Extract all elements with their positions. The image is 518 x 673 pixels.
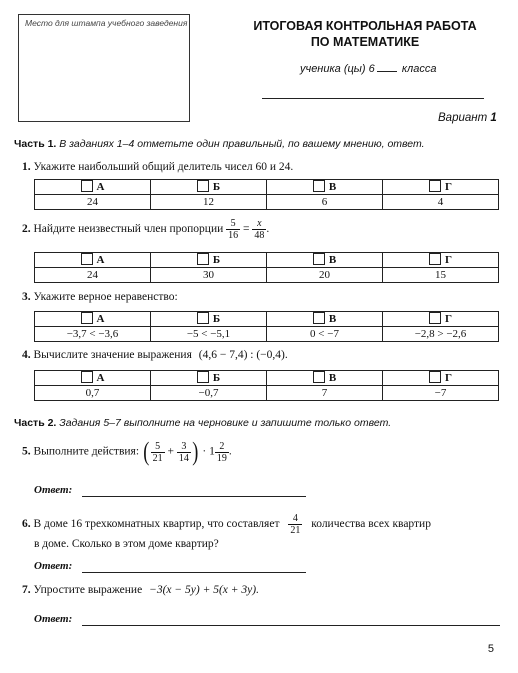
q3-answer: 0 < −7 [267, 327, 383, 342]
variant-label: Вариант [438, 112, 488, 124]
checkbox-icon[interactable] [197, 312, 209, 324]
checkbox-icon[interactable] [313, 371, 325, 383]
q4-answer: 7 [267, 386, 383, 401]
q4-option-a[interactable]: А [35, 371, 151, 386]
checkbox-icon[interactable] [197, 180, 209, 192]
q2-answer: 20 [267, 268, 383, 283]
stamp-label: Место для штампа учебного заведения [25, 18, 188, 28]
q3-answer-table [34, 311, 499, 342]
fraction: $\frac{5}{16}$ [228, 218, 239, 241]
q4-option-v[interactable]: В [267, 371, 383, 386]
checkbox-icon[interactable] [313, 312, 325, 324]
q2-answer-table [34, 252, 499, 283]
question-4: 4. Вычислите значение выражения (4,6 − 7,4) : (−0,4). [22, 349, 288, 361]
q5-answer-label: Ответ: [34, 484, 73, 496]
q1-answer: 24 [35, 195, 151, 210]
grade-number: 6 [368, 63, 375, 75]
q4-answer-table [34, 370, 499, 401]
student-line [300, 62, 436, 75]
q2-answer: 30 [151, 268, 267, 283]
q1-answer: 4 [383, 195, 499, 210]
checkbox-icon[interactable] [81, 371, 93, 383]
q2-answer: 24 [35, 268, 151, 283]
q1-option-b[interactable]: Б [151, 180, 267, 195]
q3-option-a[interactable]: А [35, 312, 151, 327]
q6-answer-field[interactable] [82, 572, 306, 573]
checkbox-icon[interactable] [429, 180, 441, 192]
question-5: 5. Выполните действия: ( $\frac{5}{21}$ + $\frac{3}{14}$ ) · 1 $\frac{2}{19}$ . [22, 437, 232, 466]
q2-option-g[interactable]: Г [383, 253, 499, 268]
page-title [230, 18, 500, 50]
q1-answer: 12 [151, 195, 267, 210]
checkbox-icon[interactable] [429, 253, 441, 265]
q3-answer: −3,7 < −3,6 [35, 327, 151, 342]
fraction: $\frac{5}{21}$ [152, 440, 163, 464]
name-blank[interactable] [262, 98, 484, 99]
question-1: 1. Укажите наибольший общий делитель чисел 60 и 24. [22, 161, 294, 173]
q6-answer-label: Ответ: [34, 560, 73, 572]
title-line-2: ПО МАТЕМАТИКЕ [310, 35, 420, 49]
question-6: 6. В доме 16 трехкомнатных квартир, что составляет $\frac{4}{21}$ количества всех квартир [22, 513, 431, 536]
q7-answer-label: Ответ: [34, 613, 73, 625]
q4-answer: −7 [383, 386, 499, 401]
checkbox-icon[interactable] [81, 312, 93, 324]
checkbox-icon[interactable] [429, 371, 441, 383]
q1-option-a[interactable]: А [35, 180, 151, 195]
checkbox-icon[interactable] [197, 253, 209, 265]
checkbox-icon[interactable] [81, 253, 93, 265]
variant-number: 1 [490, 112, 497, 124]
q4-option-b[interactable]: Б [151, 371, 267, 386]
variant [438, 112, 497, 124]
q3-answer: −5 < −5,1 [151, 327, 267, 342]
checkbox-icon[interactable] [313, 253, 325, 265]
q3-answer: −2,8 > −2,6 [383, 327, 499, 342]
q2-answer: 15 [383, 268, 499, 283]
checkbox-icon[interactable] [313, 180, 325, 192]
checkbox-icon[interactable] [81, 180, 93, 192]
fraction: $\frac{2}{19}$ [216, 440, 227, 464]
q2-option-b[interactable]: Б [151, 253, 267, 268]
fraction: $\frac{3}{14}$ [178, 440, 189, 464]
q2-option-a[interactable]: А [35, 253, 151, 268]
q1-answer: 6 [267, 195, 383, 210]
q3-option-v[interactable]: В [267, 312, 383, 327]
part2-heading: Часть 2. Задания 5–7 выполните на черновике и запишите только ответ. [14, 417, 392, 429]
fraction: $\frac{4}{21}$ [290, 513, 301, 536]
q2-option-v[interactable]: В [267, 253, 383, 268]
q1-answer-table [34, 179, 499, 210]
q1-option-v[interactable]: В [267, 180, 383, 195]
q5-answer-field[interactable] [82, 496, 306, 497]
question-3: 3. Укажите верное неравенство: [22, 291, 178, 303]
part1-heading: Часть 1. В заданиях 1–4 отметьте один правильный, по вашему мнению, ответ. [14, 138, 425, 150]
q3-option-g[interactable]: Г [383, 312, 499, 327]
stamp-box [18, 14, 190, 122]
q4-option-g[interactable]: Г [383, 371, 499, 386]
title-line-1: ИТОГОВАЯ КОНТРОЛЬНАЯ РАБОТА [253, 19, 477, 33]
q4-answer: −0,7 [151, 386, 267, 401]
q1-option-g[interactable]: Г [383, 180, 499, 195]
fraction: $\frac{x}{48}$ [254, 218, 265, 241]
grade-suffix: класса [401, 63, 437, 75]
question-7: 7. Упростите выражение −3(x − 5y) + 5(x + 3y). [22, 584, 259, 596]
page-number: 5 [487, 643, 494, 655]
student-prefix: ученика (цы) [300, 63, 366, 75]
q7-answer-field[interactable] [82, 625, 500, 626]
q4-answer: 0,7 [35, 386, 151, 401]
grade-blank[interactable] [377, 62, 397, 72]
checkbox-icon[interactable] [197, 371, 209, 383]
q3-option-b[interactable]: Б [151, 312, 267, 327]
question-2: 2. Найдите неизвестный член пропорции $\frac{5}{16}$ = $\frac{x}{48}$ . [22, 218, 270, 241]
question-6-cont: в доме. Сколько в этом доме квартир? [34, 538, 219, 550]
checkbox-icon[interactable] [429, 312, 441, 324]
